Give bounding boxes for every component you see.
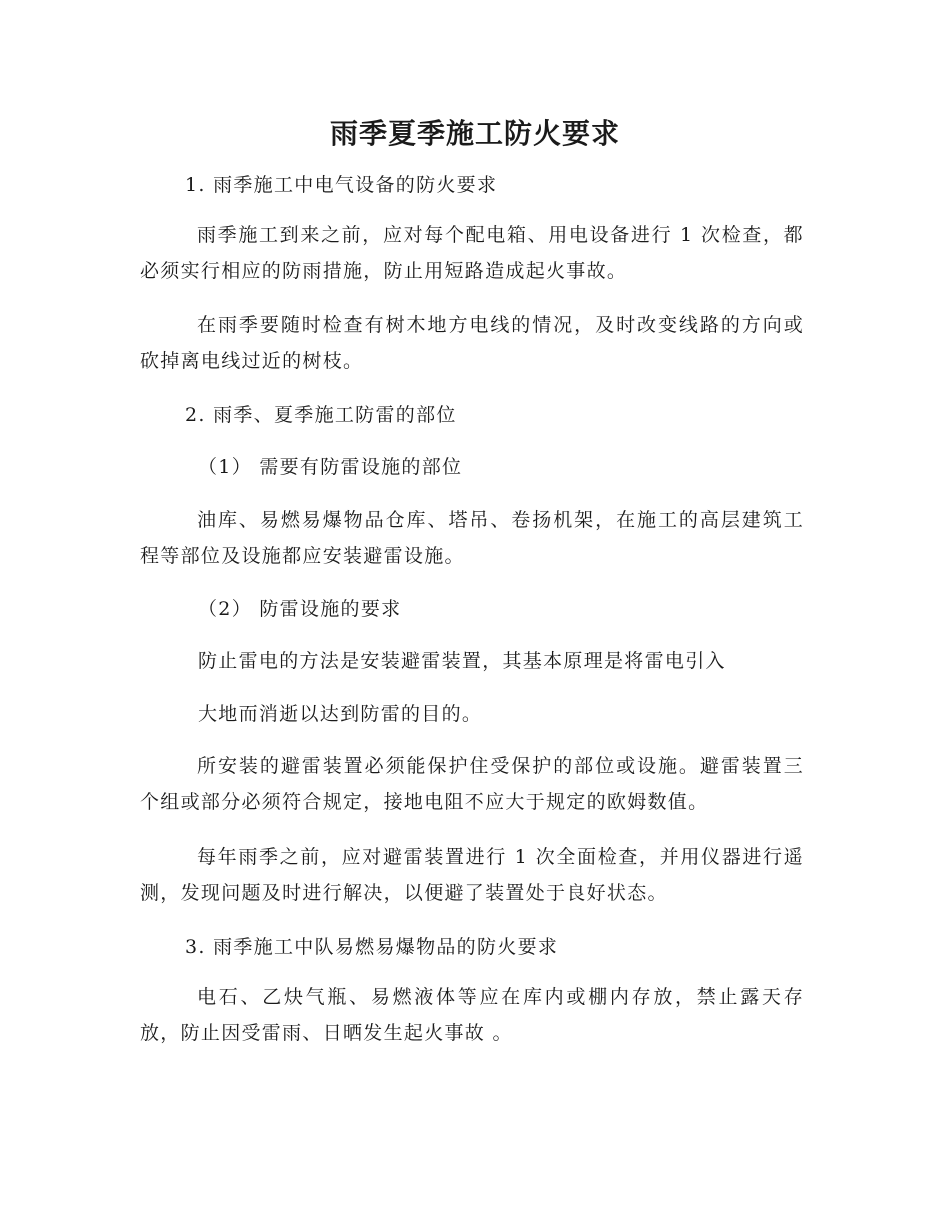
subsection-heading-2-1: （1） 需要有防雷设施的部位 [198,456,463,478]
paragraph-flammable-storage: 电石、乙炔气瓶、易燃液体等应在库内或棚内存放，禁止露天存放，防止因受雷雨、日晒发生起火事故 。 [140,986,804,1044]
section-heading-2: 2. 雨季、夏季施工防雷的部位 [185,404,457,426]
paragraph-lightning-device-requirements: 所安装的避雷装置必须能保护住受保护的部位或设施。避雷装置三个组或部分必须符合规定，接地电阻不应大于规定的欧姆数值。 [140,755,804,813]
section-heading-1: 1. 雨季施工中电气设备的防火要求 [185,174,498,196]
paragraph-lightning-locations: 油库、易燃易爆物品仓库、塔吊、卷扬机架，在施工的高层建筑工程等部位及设施都应安装避雷设施。 [140,509,804,567]
subsection-heading-2-2: （2） 防雷设施的要求 [198,598,402,620]
paragraph-lightning-method-line2: 大地而消逝以达到防雷的目的。 [198,703,483,725]
document-title: 雨季夏季施工防火要求 [329,117,620,150]
section-heading-3: 3. 雨季施工中队易燃易爆物品的防火要求 [185,936,559,958]
paragraph-tree-wires: 在雨季要随时检查有树木地方电线的情况，及时改变线路的方向或砍掉离电线过近的树枝。 [140,314,804,372]
paragraph-lightning-method-line1: 防止雷电的方法是安装避雷装置，其基本原理是将雷电引入 [198,650,726,672]
paragraph-annual-inspection: 每年雨季之前，应对避雷装置进行 1 次全面检查，并用仪器进行遥测，发现问题及时进行解决，以便避了装置处于良好状态。 [140,846,804,904]
paragraph-electrical-inspection: 雨季施工到来之前，应对每个配电箱、用电设备进行 1 次检查，都必须实行相应的防雨措施，防止用短路造成起火事故。 [140,224,804,282]
